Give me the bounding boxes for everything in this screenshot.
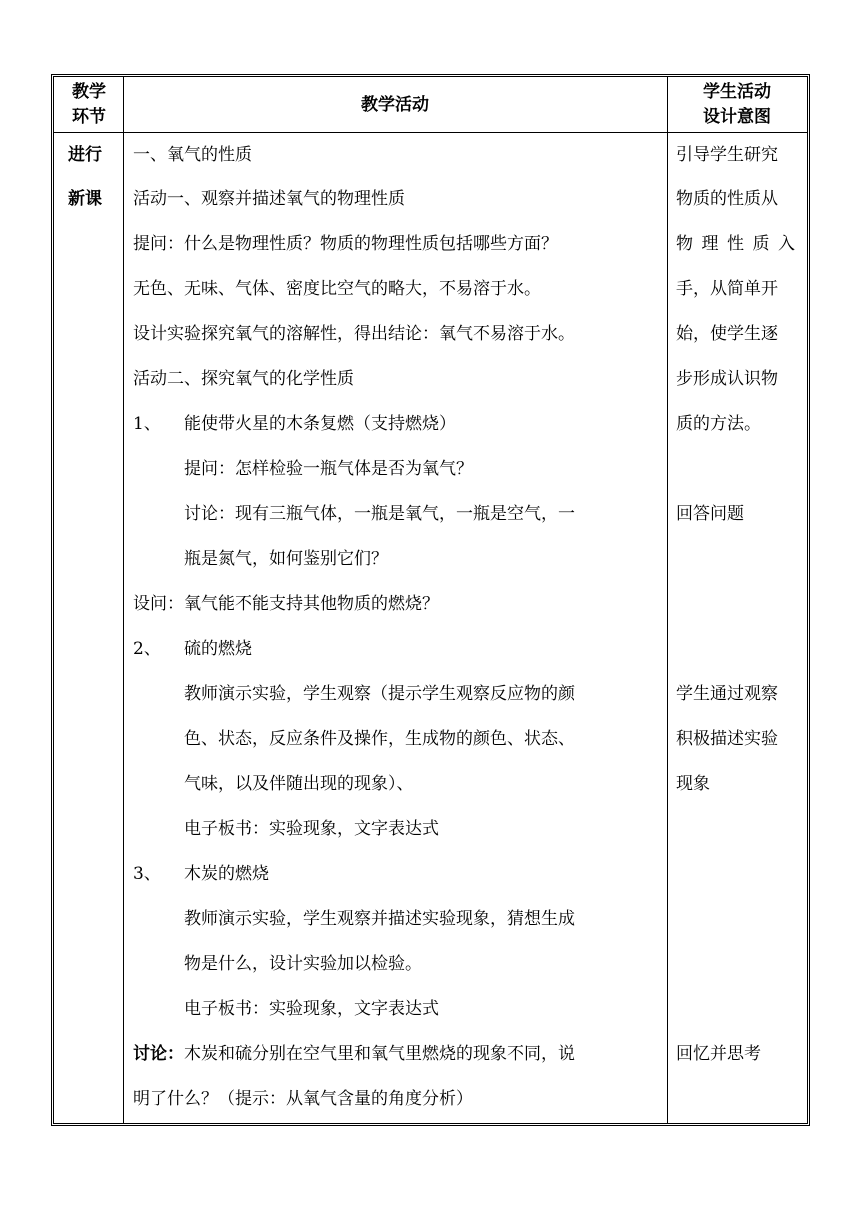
activity-line: 瓶是氮气，如何鉴别它们？ (184, 549, 388, 569)
header-divider (54, 132, 807, 133)
header-intent-line1: 学生活动 (703, 82, 771, 102)
activity-line: 电子板书：实验现象，文字表达式 (184, 819, 439, 839)
activity-line: 设计实验探究氧气的溶解性，得出结论：氧气不易溶于水。 (133, 324, 575, 344)
activity-line: 活动一、观察并描述氧气的物理性质 (133, 189, 405, 209)
header-stage-line1: 教学 (72, 82, 106, 102)
activity-line: 电子板书：实验现象，文字表达式 (184, 999, 439, 1019)
intent-line: 学生通过观察 (676, 684, 778, 704)
activity-line: 物是什么，设计实验加以检验。 (184, 954, 422, 974)
activity-line: 明了什么？（提示：从氧气含量的角度分析） (133, 1089, 473, 1109)
activity-line: 活动二、探究氧气的化学性质 (133, 369, 354, 389)
intent-line: 积极描述实验 (676, 729, 778, 749)
intent-line: 回忆并思考 (676, 1044, 761, 1064)
activity-line: 色、状态，反应条件及操作，生成物的颜色、状态、 (184, 729, 575, 749)
activity-line: 设问：氧气能不能支持其他物质的燃烧？ (133, 594, 439, 614)
intent-line: 回答问题 (676, 504, 744, 524)
activity-line: 硫的燃烧 (184, 639, 252, 659)
column-divider-1 (123, 77, 124, 1123)
intent-line: 始，使学生逐 (676, 324, 778, 344)
discussion-label: 讨论： (133, 1044, 184, 1064)
intent-line: 现象 (676, 774, 710, 794)
header-activity-label: 教学活动 (361, 95, 429, 115)
list-number: 2、 (133, 639, 161, 659)
intent-line: 引导学生研究 (676, 145, 778, 165)
activity-line (133, 1042, 575, 1066)
activity-line: 无色、无味、气体、密度比空气的略大，不易溶于水。 (133, 279, 541, 299)
header-stage-line2: 环节 (72, 107, 106, 127)
column-divider-2 (667, 77, 668, 1123)
activity-line: 提问：怎样检验一瓶气体是否为氧气？ (184, 459, 473, 479)
intent-line: 质的方法。 (676, 414, 761, 434)
activity-line: 一、氧气的性质 (133, 145, 252, 165)
header-intent-label (668, 80, 806, 130)
list-number: 1、 (133, 414, 161, 434)
intent-line: 手，从简单开 (676, 279, 778, 299)
intent-line: 步形成认识物 (676, 369, 778, 389)
header-intent-line2: 设计意图 (703, 107, 771, 127)
activity-line: 气味，以及伴随出现的现象）、 (184, 774, 414, 794)
activity-line: 讨论：现有三瓶气体，一瓶是氧气，一瓶是空气，一 (184, 504, 575, 524)
list-number: 3、 (133, 864, 161, 884)
activity-line: 木炭的燃烧 (184, 864, 269, 884)
activity-line: 教师演示实验，学生观察并描述实验现象，猜想生成 (184, 909, 575, 929)
stage-label-line1: 进行 (68, 145, 102, 165)
intent-line: 物理性质入 (676, 234, 804, 254)
header-stage-label (56, 80, 122, 130)
activity-line: 教师演示实验，学生观察（提示学生观察反应物的颜 (184, 684, 575, 704)
activity-line: 能使带火星的木条复燃（支持燃烧） (184, 414, 456, 434)
discussion-text: 木炭和硫分别在空气里和氧气里燃烧的现象不同，说 (184, 1044, 575, 1064)
activity-line: 提问：什么是物理性质？物质的物理性质包括哪些方面？ (133, 234, 558, 254)
intent-line: 物质的性质从 (676, 189, 778, 209)
stage-label-line2: 新课 (68, 189, 102, 209)
